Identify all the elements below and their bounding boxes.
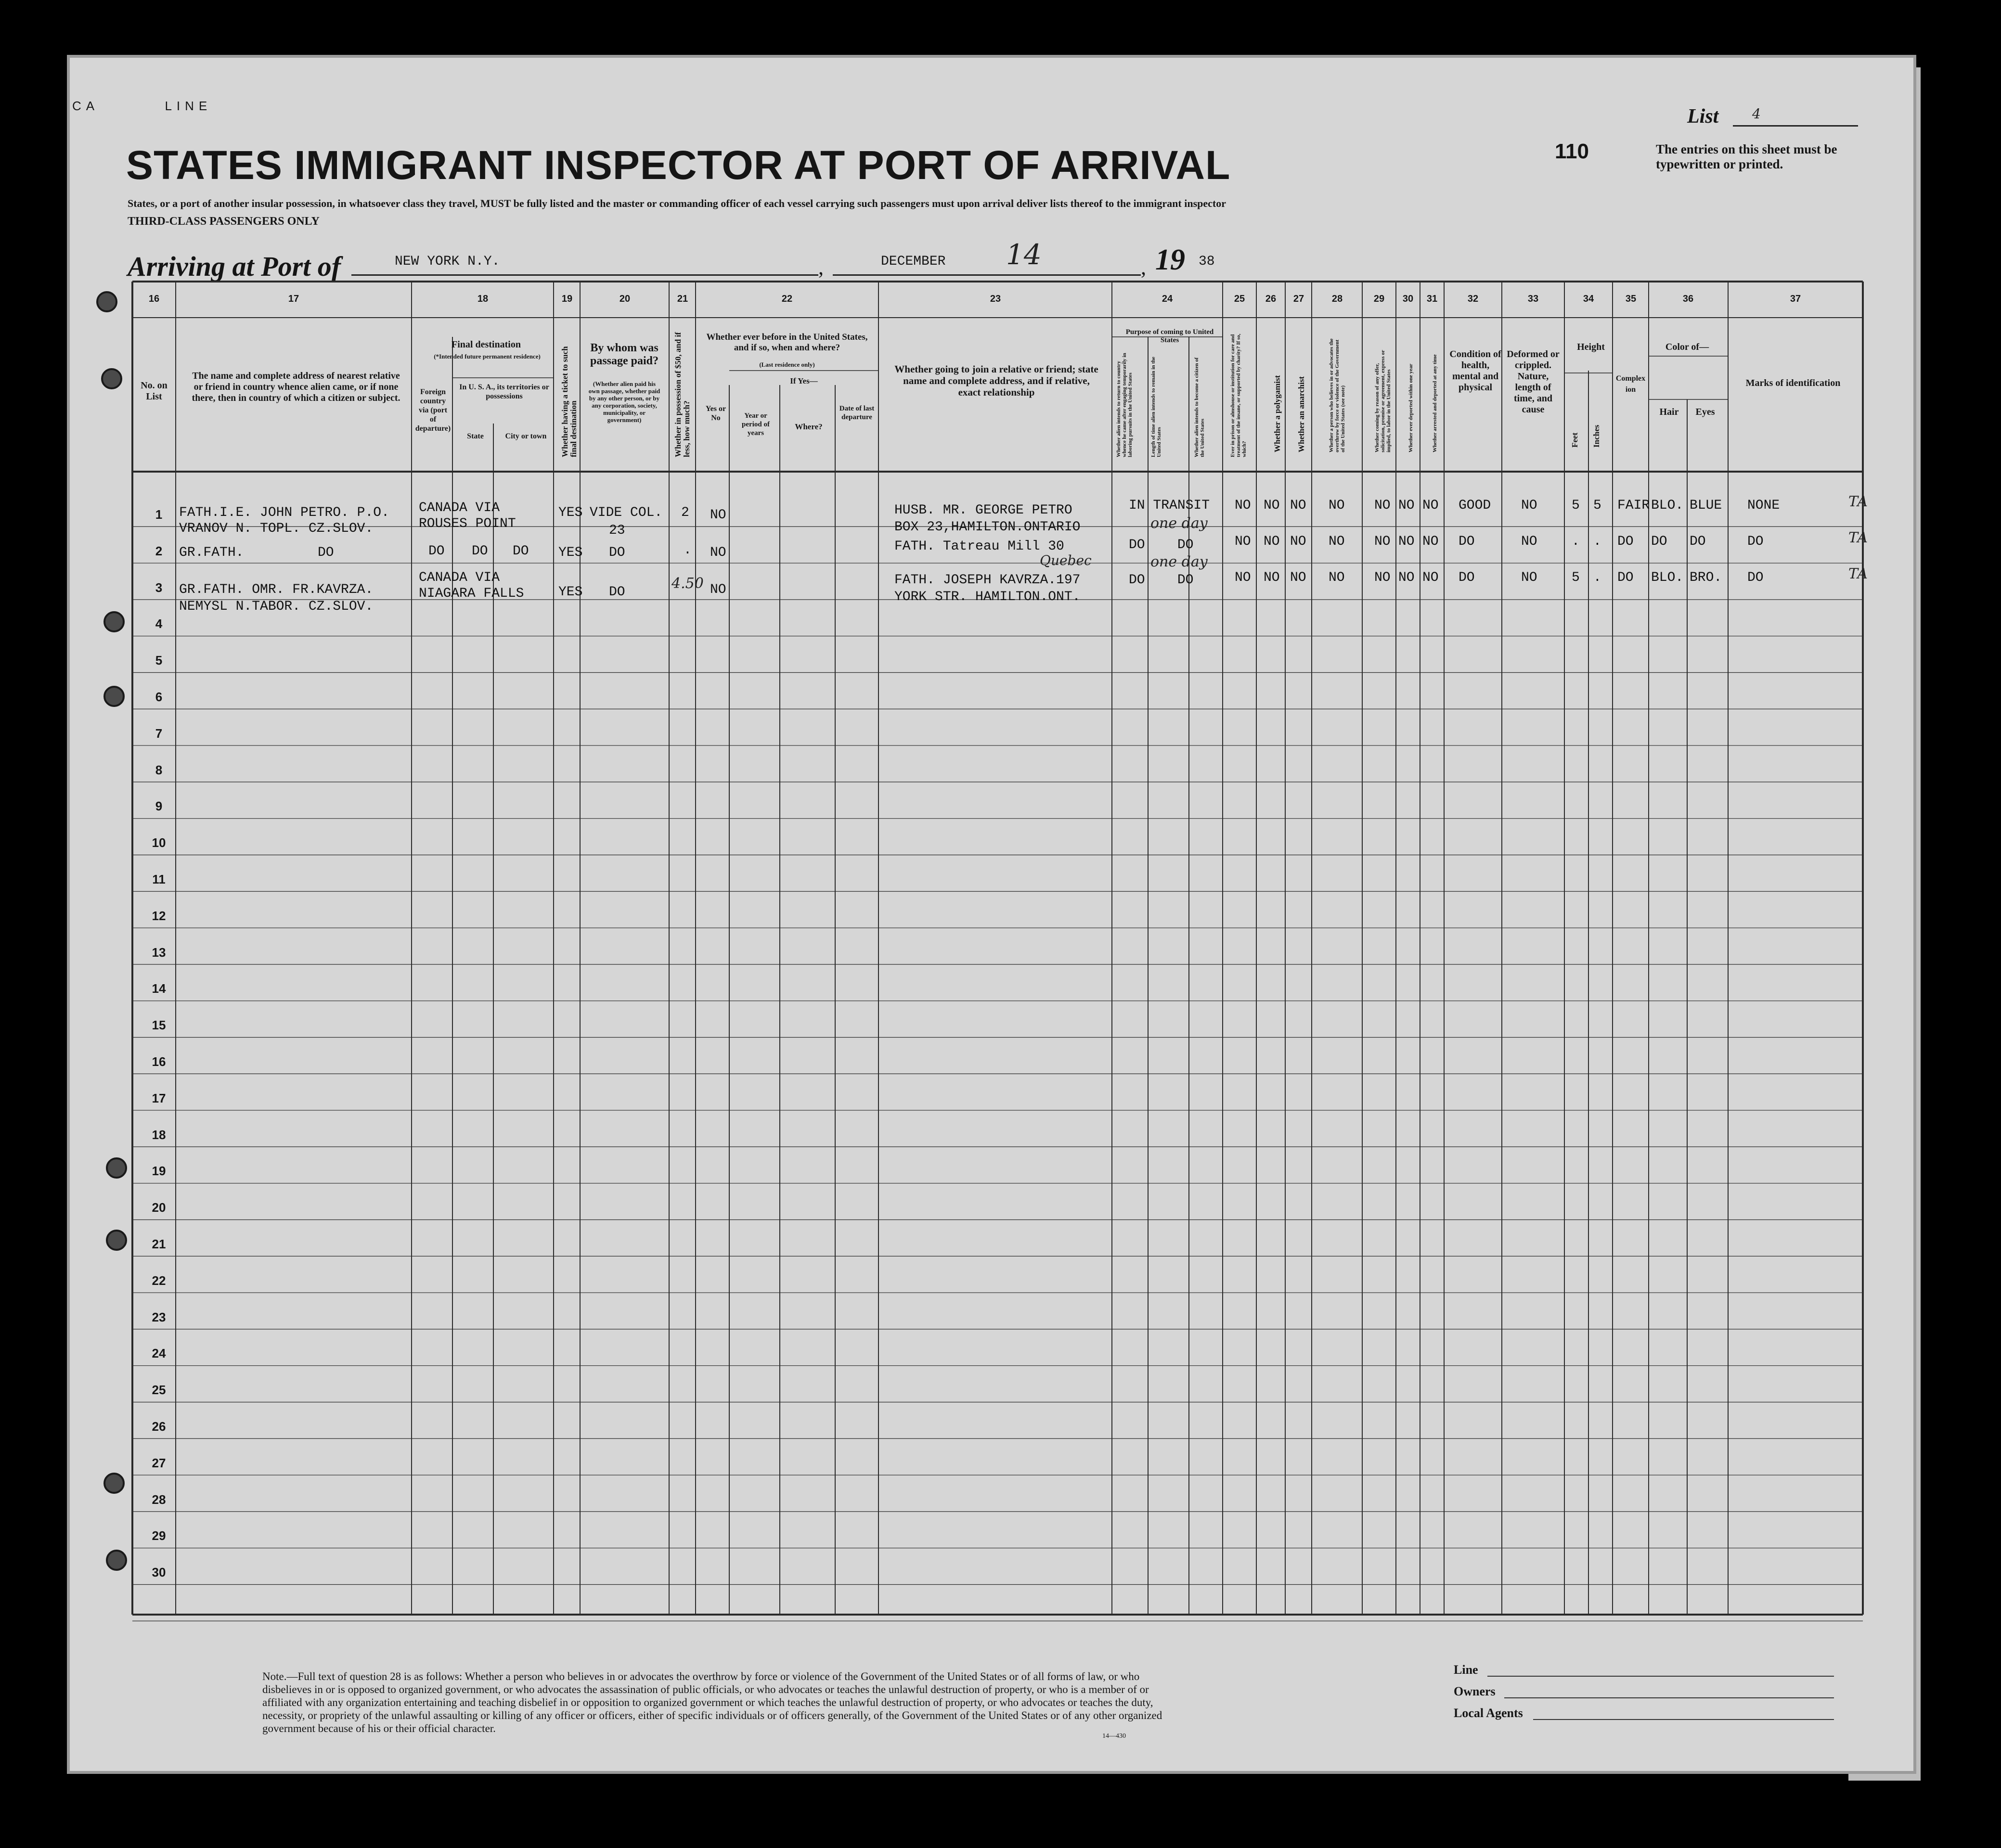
comma: ,: [818, 256, 824, 279]
entry-2-before: NO: [710, 545, 726, 560]
row-number: 30: [152, 1565, 166, 1580]
footer-note: Note.—Full text of question 28 is as follows: Whether a person who believes in or advocates the overthrow by force or violence of the Government of the United States or of all forms of law, or who disbelieves in or is opposed to organized government, or who advocates the assassination of public officials, or who advocates or teaches the unlawful destruction of property, or who is a member of or affiliated with any organization entertaining and teaching disbelief in or opposition to organized government or which teaches the unlawful destruction of property, or who advocates or teaches the duty, necessity, or propriety of the unlawful assaulting or killing of any officer or officers, either of specific individuals or of officers generally, of the Government of the United States or of any other organized government because of his or their official character.: [262, 1670, 1162, 1734]
entry-2-mark-hand: TA: [1848, 529, 1868, 546]
entry-3-relative-line2: NEMYSL N.TABOR. CZ.SLOV.: [179, 599, 374, 614]
entry-2-relative-line1: GR.FATH.: [179, 545, 244, 560]
row-number: 19: [152, 1164, 166, 1179]
entry-1-paid-line2: 23: [609, 523, 625, 538]
row-number: 13: [152, 945, 166, 960]
entry-2-marks: DO: [1747, 534, 1764, 549]
entry-1-inches: 5: [1593, 498, 1601, 513]
row-number: 9: [155, 799, 163, 814]
row-number: 23: [152, 1309, 166, 1324]
entry-1-c25: NO: [1235, 498, 1251, 513]
column-number: 36: [1682, 294, 1694, 304]
entry-1-before: NO: [710, 508, 726, 523]
row-number: 8: [155, 762, 163, 777]
entry-3-ticket: YES: [558, 585, 583, 600]
entry-1-marks: NONE: [1747, 498, 1780, 513]
entry-3-money: 4.50: [671, 575, 704, 592]
header-height: Height: [1577, 342, 1605, 352]
entry-3-eyes: BRO.: [1690, 570, 1722, 585]
form-number: 14—430: [1102, 1732, 1126, 1740]
column-number: 24: [1162, 294, 1173, 304]
column-number: 25: [1234, 294, 1245, 304]
entry-1-join-line1: HUSB. MR. GEORGE PETRO: [894, 503, 1072, 518]
row-number: 7: [155, 726, 163, 741]
header-deported-year: Whether ever deported within one year: [1408, 363, 1414, 452]
entry-1-eyes: BLUE: [1690, 498, 1722, 513]
class-line: THIRD-CLASS PASSENGERS ONLY: [128, 215, 320, 228]
row-number: 17: [152, 1091, 166, 1105]
header-deformed: Deformed or crippled. Nature, length of time, and cause: [1507, 349, 1560, 415]
row-number: 12: [152, 908, 166, 923]
column-number: 21: [677, 294, 688, 304]
entry-1-complexion: FAIR: [1617, 498, 1650, 513]
header-hair: Hair: [1659, 407, 1679, 417]
entry-1-join-line2: BOX 23,HAMILTON.ONTARIO: [894, 520, 1081, 535]
entry-1-paid-line1: VIDE COL.: [590, 505, 663, 520]
sheet-number: 110: [1555, 140, 1589, 163]
entry-1-deformed: NO: [1521, 498, 1537, 513]
entry-1-ticket: YES: [558, 505, 583, 520]
header-offer-labor: Whether coming by reason of any offer, solicitation, promise or agreement, express or implied, to labor in the United States: [1374, 350, 1392, 452]
header-ticket: Whether having a ticket to such final destination: [560, 346, 578, 457]
header-eyes: Eyes: [1695, 407, 1715, 417]
row-number: 2: [155, 543, 163, 558]
entry-2-eyes: DO: [1690, 534, 1706, 549]
entry-1-relative-line2: VRANOV N. TOPL. CZ.SLOV.: [179, 521, 374, 536]
header-purpose-b: Length of time alien intends to remain in the United States: [1150, 357, 1162, 457]
footer-owners-label: Owners: [1454, 1684, 1496, 1698]
entry-1-c28: NO: [1329, 498, 1345, 513]
header-date-departure: Date of last departure: [839, 405, 875, 421]
entry-1-hair: BLO.: [1651, 498, 1684, 513]
entry-2-deformed: NO: [1521, 534, 1537, 549]
header-final-destination: Final destination: [452, 339, 521, 350]
entry-1-health: GOOD: [1459, 498, 1491, 513]
header-city: City or town: [505, 432, 547, 440]
column-number: 23: [990, 294, 1001, 304]
column-number: 37: [1790, 294, 1801, 304]
header-polygamist: Whether a polygamist: [1273, 375, 1282, 452]
entry-3-paid: DO: [609, 585, 625, 600]
entry-3-mark-hand: TA: [1848, 565, 1868, 582]
footer-owners-rule: [1504, 1697, 1834, 1698]
entry-2-money: .: [684, 543, 692, 558]
header-purpose-c: Whether alien intends to become a citizen of the United States: [1194, 357, 1205, 457]
row-number: 10: [152, 835, 166, 850]
entry-3-feet: 5: [1572, 570, 1580, 585]
entry-1-relative-line1: FATH.I.E. JOHN PETRO. P.O.: [179, 505, 389, 520]
entry-3-inches: .: [1593, 570, 1601, 585]
header-overthrow: Whether a person who believes in or advocates the overthrow by force or violence of the Government of the United States (see note): [1329, 338, 1346, 452]
entry-3-marks: DO: [1747, 570, 1764, 585]
entry-1-c31: NO: [1422, 498, 1439, 513]
header-purpose-a: Whether alien intends to return to country whence he came after engaging temporarily in laboring pursuits in the United States: [1116, 353, 1133, 457]
column-number: 34: [1583, 294, 1594, 304]
page-title: STATES IMMIGRANT INSPECTOR AT PORT OF ARRIVAL: [126, 142, 1231, 188]
header-state: State: [467, 432, 484, 440]
subtitle: States, or a port of another insular possession, in whatsoever class they travel, MUST be fully listed and the master or commanding officer of each vessel carrying such passengers must upon arrival deliver lists thereof to the immigrant inspector: [128, 197, 1226, 209]
header-foreign-country: Foreign country via (port of departure): [415, 388, 451, 433]
row-number: 11: [152, 872, 166, 886]
row-number: 3: [155, 580, 163, 595]
header-anarchist: Whether an anarchist: [1297, 376, 1306, 452]
footer-line-rule: [1487, 1676, 1834, 1677]
entry-1-c29: NO: [1374, 498, 1391, 513]
comma: ,: [1141, 256, 1146, 279]
entry-1-dest-line1: CANADA VIA: [419, 500, 500, 515]
header-money: Whether in possession of $50, and if less, how much?: [673, 332, 691, 457]
row-number: 5: [155, 653, 163, 668]
header-complexion: Complexion: [1615, 374, 1646, 394]
header-marks: Marks of identification: [1745, 378, 1841, 388]
header-passage-paid-sub: (Whether alien paid his own passage, whether paid by any other person, or by any corporation, society, municipality, or government): [588, 380, 660, 424]
column-number: 16: [148, 294, 160, 304]
row-number: 1: [155, 507, 163, 522]
row-number: 24: [152, 1346, 166, 1361]
arrival-day: 14: [1006, 238, 1042, 271]
footer-agents-label: Local Agents: [1454, 1706, 1523, 1720]
entry-2-c26: NO: [1264, 534, 1280, 549]
entry-1-purpose-hand: one day: [1150, 515, 1208, 532]
arrival-port: NEW YORK N.Y.: [395, 254, 500, 269]
entry-1-mark-hand: TA: [1848, 493, 1868, 510]
column-number: 30: [1402, 294, 1414, 304]
entry-3-c28: NO: [1329, 570, 1345, 585]
row-number: 28: [152, 1492, 166, 1507]
header-color: Color of—: [1665, 342, 1709, 352]
entry-2-c27: NO: [1290, 534, 1306, 549]
entry-2-purpose: DO DO: [1129, 538, 1194, 552]
entry-3-hair: BLO.: [1651, 570, 1684, 585]
list-label: List: [1687, 105, 1719, 128]
header-where: Where?: [795, 422, 823, 431]
row-number: 25: [152, 1383, 166, 1398]
entry-3-c27: NO: [1290, 570, 1306, 585]
entry-3-join-line1: FATH. JOSEPH KAVRZA.197: [894, 573, 1081, 588]
entry-2-join: FATH. Tatreau Mill 30: [894, 539, 1064, 554]
entry-2-health: DO: [1459, 534, 1475, 549]
entry-3-c29: NO: [1374, 570, 1391, 585]
arriving-label: Arriving at Port of: [128, 251, 341, 282]
entry-2-dest-city: DO: [513, 544, 529, 559]
entry-3-relative-line1: GR.FATH. OMR. FR.KAVRZA.: [179, 582, 374, 597]
entry-2-c30: NO: [1398, 534, 1415, 549]
column-number: 26: [1265, 294, 1277, 304]
entry-3-join-line2: YORK STR. HAMILTON.ONT.: [894, 590, 1081, 604]
entry-2-join-hand: Quebec: [1040, 552, 1092, 568]
entry-1-c27: NO: [1290, 498, 1306, 513]
entry-1-money: 2: [681, 505, 689, 520]
column-number: 19: [561, 294, 573, 304]
entry-1-dest-line2: ROUSES POINT: [419, 516, 516, 531]
column-number: 33: [1527, 294, 1539, 304]
column-number: 29: [1373, 294, 1385, 304]
line-label: CA LINE: [72, 99, 212, 113]
entry-2-c25: NO: [1235, 534, 1251, 549]
entry-2-c29: NO: [1374, 534, 1391, 549]
entry-3-c30: NO: [1398, 570, 1415, 585]
header-going-to-join: Whether going to join a relative or friend; state name and complete address, and if relative, exact relationship: [894, 363, 1098, 398]
column-number: 18: [477, 294, 489, 304]
entry-2-c31: NO: [1422, 534, 1439, 549]
entry-2-c28: NO: [1329, 534, 1345, 549]
entry-2-ticket: YES: [558, 545, 583, 560]
header-relative: The name and complete address of nearest relative or friend in country whence alien came, or if none there, then in country of which a citizen or subject.: [192, 371, 400, 403]
entry-2-inches: .: [1593, 534, 1601, 549]
column-number: 17: [288, 294, 299, 304]
row-number: 22: [152, 1273, 166, 1288]
row-number: 27: [152, 1455, 166, 1470]
entry-3-dest-line2: NIAGARA FALLS: [419, 586, 524, 601]
entry-1-c26: NO: [1264, 498, 1280, 513]
entry-2-hair: DO: [1651, 534, 1667, 549]
entry-3-dest-line1: CANADA VIA: [419, 570, 500, 585]
entry-3-health: DO: [1459, 570, 1475, 585]
entry-3-c25: NO: [1235, 570, 1251, 585]
header-feet: Feet: [1570, 432, 1579, 448]
header-if-yes: If Yes—: [790, 376, 818, 385]
row-number: 15: [152, 1018, 166, 1033]
entry-2-paid: DO: [609, 545, 625, 560]
row-number: 21: [152, 1237, 166, 1251]
entry-3-before: NO: [710, 582, 726, 597]
row-number: 6: [155, 690, 163, 704]
row-number: 18: [152, 1127, 166, 1142]
year-prefix: 19: [1155, 244, 1185, 276]
column-number: 22: [781, 294, 793, 304]
entry-2-relative-line2: DO: [318, 545, 334, 560]
row-number: 26: [152, 1419, 166, 1434]
header-final-destination-sub: (*Intended future permanent residence): [434, 353, 541, 360]
list-number: 4: [1752, 106, 1761, 122]
entry-3-purpose: DO DO: [1129, 573, 1194, 588]
column-number: 31: [1426, 294, 1438, 304]
entry-2-purpose-hand: one day: [1150, 553, 1208, 570]
header-arrested-deported: Whether arrested and deported at any time: [1432, 354, 1438, 452]
entry-1-c30: NO: [1398, 498, 1415, 513]
header-prison: Ever in prison or almshouse or institution for care and treatment of the insane, or supported by charity? If so, which?: [1230, 334, 1247, 457]
column-number: 27: [1293, 294, 1304, 304]
row-number: 29: [152, 1528, 166, 1543]
header-purpose: Purpose of coming to United States: [1125, 328, 1214, 344]
header-no-on-list: No. on List: [141, 380, 168, 402]
entry-1-feet: 5: [1572, 498, 1580, 513]
column-number: 32: [1467, 294, 1479, 304]
entry-3-c26: NO: [1264, 570, 1280, 585]
entry-3-deformed: NO: [1521, 570, 1537, 585]
entry-3-c31: NO: [1422, 570, 1439, 585]
header-last-residence: (Last residence only): [759, 361, 815, 368]
header-year-period: Year or period of years: [742, 412, 770, 437]
column-number: 20: [619, 294, 631, 304]
header-yes-no: Yes or No: [705, 405, 726, 422]
entry-2-feet: .: [1572, 534, 1580, 549]
entry-2-dest-foreign: DO: [428, 544, 445, 559]
header-before-in-us: Whether ever before in the United States, and if so, when and where?: [706, 332, 868, 353]
row-number: 14: [152, 981, 166, 996]
entry-1-purpose: IN TRANSIT: [1129, 498, 1210, 513]
footer-line-label: Line: [1454, 1663, 1478, 1677]
header-passage-paid: By whom was passage paid?: [590, 342, 659, 367]
row-number: 20: [152, 1200, 166, 1215]
column-number: 28: [1331, 294, 1343, 304]
row-number: 4: [155, 616, 163, 631]
year-suffix: 38: [1199, 254, 1215, 269]
entry-2-complexion: DO: [1617, 534, 1634, 549]
entry-2-dest-state: DO: [472, 544, 488, 559]
header-inches: Inches: [1592, 424, 1601, 448]
entries-instructions: The entries on this sheet must be typewritten or printed.: [1656, 142, 1837, 171]
row-number: 16: [152, 1054, 166, 1069]
entry-3-complexion: DO: [1617, 570, 1634, 585]
arrival-month: DECEMBER: [881, 254, 946, 269]
header-health: Condition of health, mental and physical: [1449, 349, 1501, 393]
column-number: 35: [1625, 294, 1637, 304]
footer-agents-rule: [1533, 1719, 1834, 1720]
header-in-usa: In U. S. A., its territories or possessions: [459, 383, 549, 400]
